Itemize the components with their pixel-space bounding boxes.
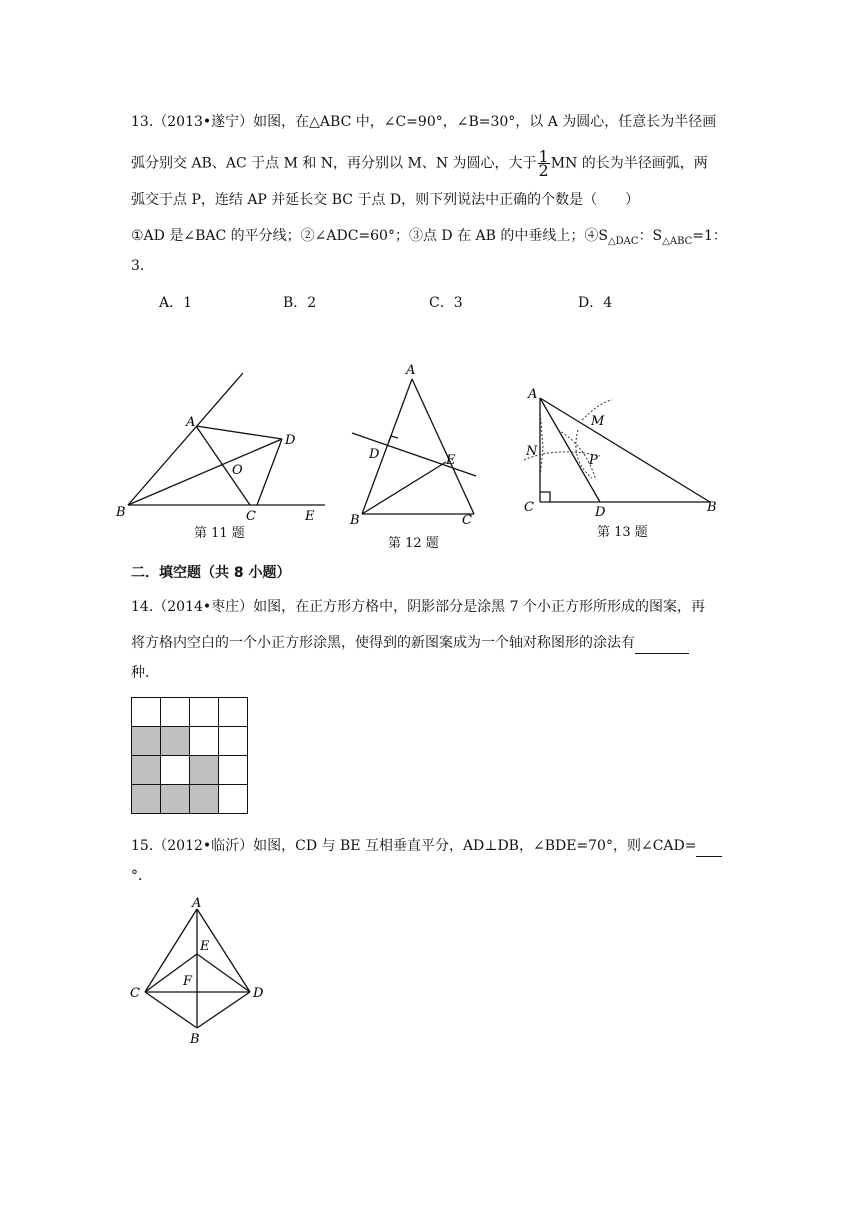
label-D: D <box>253 986 264 1001</box>
grid-cell-shaded <box>161 727 190 756</box>
label-F: F <box>183 974 193 989</box>
subscript-abc: △ABC <box>662 235 693 247</box>
figure-12-caption: 第 12 题 <box>388 536 439 551</box>
label-A: A <box>192 896 202 911</box>
section-heading: 二．填空题（共 8 小题） <box>131 565 291 581</box>
q13-line-5: 3． <box>131 258 154 274</box>
grid-cell-shaded <box>132 727 161 756</box>
grid-cell-empty <box>190 727 219 756</box>
grid-cell-empty <box>161 756 190 785</box>
q15-line-1-text: 15.（2012•临沂）如图，CD 与 BE 互相垂直平分，AD⊥DB，∠BDE=70°，则∠CAD= <box>131 838 697 854</box>
figure-13-caption: 第 13 题 <box>597 525 648 540</box>
option-a: A．1 <box>159 295 193 311</box>
label-A: A <box>186 415 196 430</box>
q13-line-1: 13.（2013•遂宁）如图，在△ABC 中，∠C=90°，∠B=30°，以 A 为圆心，任意长为半径画 <box>131 114 717 130</box>
fraction-numerator: 1 <box>538 147 549 166</box>
label-B: B <box>116 505 126 520</box>
label-N: N <box>526 444 538 459</box>
q14-line-2-text: 将方格内空白的一个小正方形涂黑，使得到的新图案成为一个轴对称图形的涂法有 <box>131 635 635 651</box>
option-c: C．3 <box>429 295 463 311</box>
figure-15 <box>125 893 275 1048</box>
q13-line-3: 弧交于点 P，连结 AP 并延长交 BC 于点 D，则下列说法中正确的个数是（ ） <box>131 192 640 208</box>
grid-cell-empty <box>132 698 161 727</box>
q13-line-4-mid: ：S <box>638 228 663 244</box>
square-grid-figure <box>131 697 248 814</box>
figure-11-caption: 第 11 题 <box>194 526 245 541</box>
subscript-dac: △DAC <box>607 235 639 247</box>
answer-blank <box>635 633 689 654</box>
label-M: M <box>591 414 605 429</box>
label-E: E <box>305 509 315 520</box>
grid-cell-empty <box>219 698 248 727</box>
label-B: B <box>707 500 717 515</box>
label-B: B <box>350 513 360 525</box>
label-D: D <box>285 433 296 448</box>
figure-12 <box>345 360 485 525</box>
label-D: D <box>369 447 380 462</box>
q13-line-2-post: MN 的长为半径画弧，两 <box>550 155 708 172</box>
grid-cell-shaded <box>190 756 219 785</box>
label-P: P <box>589 453 598 468</box>
fraction-one-half <box>538 147 550 180</box>
grid-cell-shaded <box>161 785 190 814</box>
q15-line-2: °． <box>131 868 152 884</box>
label-A: A <box>528 387 538 402</box>
label-B: B <box>190 1032 200 1047</box>
label-O: O <box>232 463 243 478</box>
label-C: C <box>524 500 534 515</box>
label-D: D <box>595 505 606 520</box>
grid-cell-empty <box>190 698 219 727</box>
label-C: C <box>130 986 140 1001</box>
label-A: A <box>406 363 416 378</box>
option-b: B．2 <box>283 295 317 311</box>
q13-line-4-pre: ①AD 是∠BAC 的平分线；②∠ADC=60°；③点 D 在 AB 的中垂线上；④S <box>131 228 608 244</box>
label-C: C <box>462 513 472 525</box>
q14-line-3: 种． <box>131 665 159 681</box>
grid-cell-empty <box>219 727 248 756</box>
grid-cell-shaded <box>190 785 219 814</box>
figure-13 <box>515 380 725 520</box>
q14-line-1: 14.（2014•枣庄）如图，在正方形方格中，阴影部分是涂黑 7 个小正方形所形成的图案，再 <box>131 599 705 615</box>
option-d: D．4 <box>578 295 613 311</box>
fraction-denominator: 2 <box>538 161 549 180</box>
label-E: E <box>200 939 210 954</box>
q15-line-1 <box>131 836 722 857</box>
answer-blank <box>696 836 722 857</box>
q13-line-2-pre: 弧分别交 AB、AC 于点 M 和 N，再分别以 M、N 为圆心，大于 <box>131 155 537 172</box>
grid-cell-shaded <box>132 785 161 814</box>
grid-cell-empty <box>219 756 248 785</box>
q14-line-2 <box>131 633 689 654</box>
q13-line-4-post: =1： <box>692 228 727 244</box>
q13-line-4 <box>131 226 727 252</box>
q13-line-2 <box>131 147 708 180</box>
label-E: E <box>446 453 456 468</box>
figure-11 <box>110 365 340 520</box>
grid-cell-empty <box>161 698 190 727</box>
grid-cell-empty <box>219 785 248 814</box>
label-C: C <box>246 509 256 520</box>
grid-cell-shaded <box>132 756 161 785</box>
